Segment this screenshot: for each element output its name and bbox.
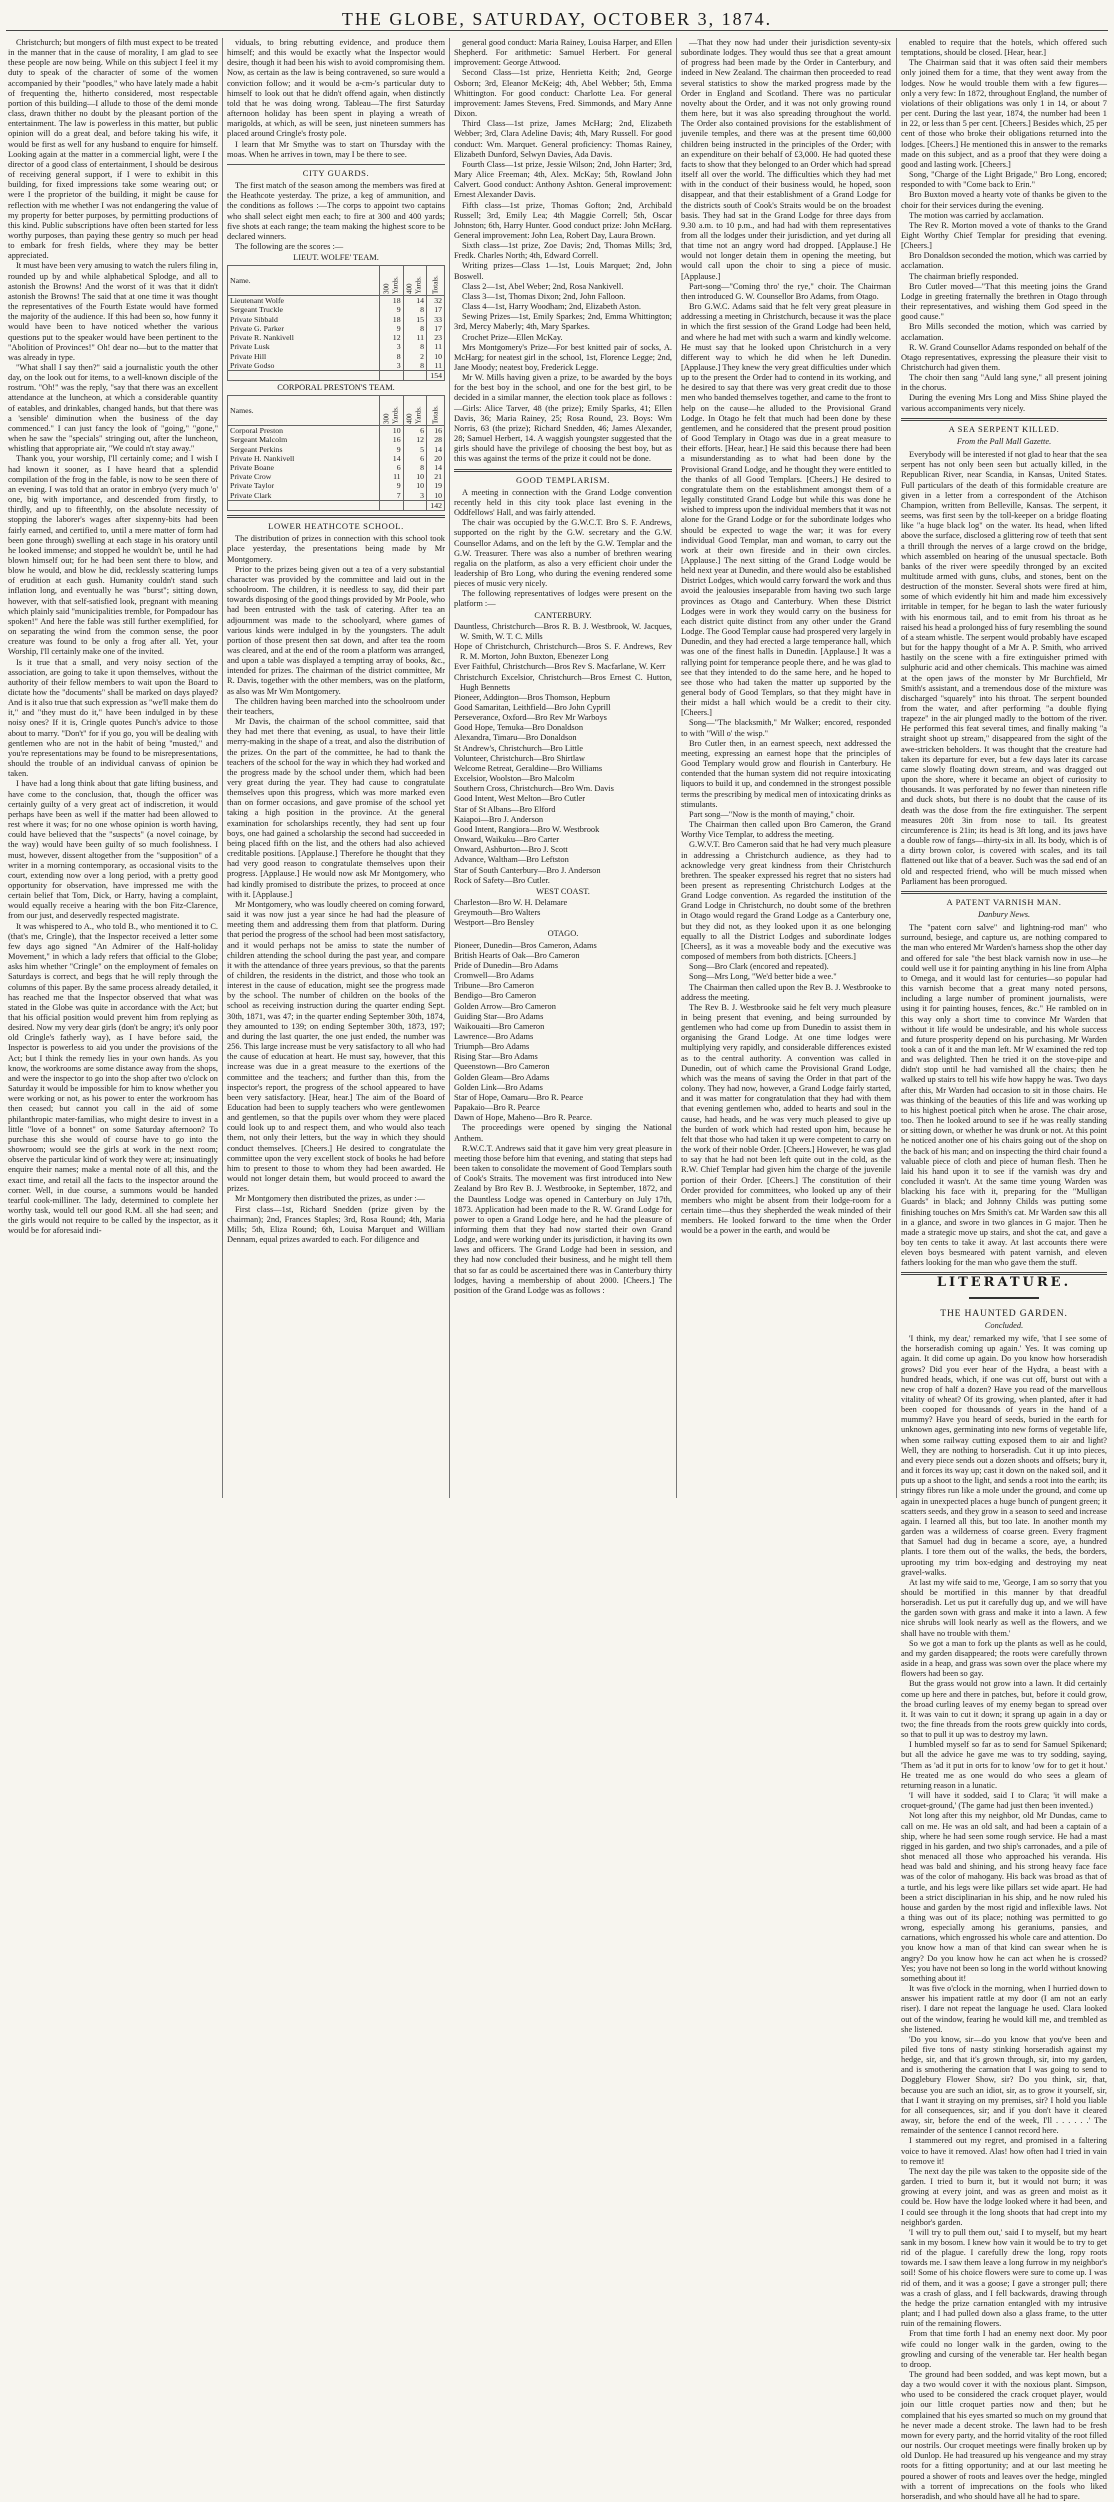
- table-cell: 10: [403, 481, 426, 490]
- prize-paragraph: Crochet Prize—Ellen McKay.: [462, 332, 563, 342]
- table-cell: 32: [427, 296, 445, 306]
- table-cell: 10: [427, 491, 445, 501]
- article-paragraph: First class—1st, Richard Snedden (prize given by the chairman); 2nd, Frances Staples; 3rd, Rosa Round; 4th, Maria Mills; 5th, Eliza Round; 6th, Louisa Marquet and William Dennam, equal prizes awarded to each. For diligence and: [227, 1204, 445, 1245]
- table-cell: 10: [403, 472, 426, 481]
- table-cell: Sergeant Perkins: [228, 445, 380, 454]
- section-heading-school: LOWER HEATHCOTE SCHOOL.: [268, 521, 404, 532]
- lodge-entry: Good Intent, Rangiora—Bro W. Westbrook: [454, 824, 600, 834]
- table-cell: 18: [380, 296, 403, 306]
- table-row: [228, 472, 445, 481]
- article-paragraph: Song—Mrs Long, "We'd better bide a wee.": [689, 972, 837, 982]
- team-title: LIEUT. WOLFE' TEAM.: [293, 253, 379, 263]
- table-cell: 17: [427, 324, 445, 333]
- table-cell: 6: [403, 426, 426, 436]
- article-paragraph: The motion was carried by acclamation.: [909, 210, 1044, 220]
- lodge-entry: Golden Gleam—Bro Adams: [454, 1072, 550, 1082]
- article-paragraph: Bro Donaldson seconded the motion, which was carried by acclamation.: [901, 251, 1107, 271]
- table-cell: 11: [427, 342, 445, 351]
- table-cell: 7: [380, 491, 403, 501]
- table-cell: 9: [380, 324, 403, 333]
- article-source: Danbury News.: [977, 909, 1031, 919]
- column-3: [454, 38, 672, 1498]
- table-header: 400 Yards.: [403, 396, 426, 426]
- team-title: CORPORAL PRESTON'S TEAM.: [277, 383, 395, 393]
- article-source: From the Pall Mall Gazette.: [956, 436, 1052, 446]
- lodge-entry: Hope of Christchurch, Christchurch—Bros S. F. Andrews, Rev R. M. Morton, John Buxton, Ebenezer Long: [454, 642, 672, 662]
- table-cell: Private G. Parker: [228, 324, 380, 333]
- prize-paragraph: Second Class—1st prize, Henrietta Keith; 2nd, George Osborn; 3rd, Eleanor McKeig; 4th, Abel Webber; 5th, Emma Whittington. For good conduct: Charlotte Lea. For general improvement: James Stevens, Fred. Simmonds, and Mary Anne Dixon.: [454, 68, 672, 119]
- table-cell: 9: [380, 305, 403, 314]
- lodge-entry: Cromwell—Bro Adams: [454, 971, 534, 981]
- table-cell: 3: [380, 342, 403, 351]
- templary-intro: [454, 488, 672, 610]
- article-paragraph: "What shall I say then?" said a journalistic youth the other day, on the look out for items, to a well-known disciple of the rostrum. "Oh!" was the reply, "say that there was an excellent attendance at the luncheon, at which a considerable quantity of eatables, and drinkables, changed hands, but that there was a 'sensible' diminution when the business of the day commenced." I can just fancy the look of "going," "gone," when he saw the "specials" stringing out, after the luncheon, whistling that appropriate air, "We could n't stay away.": [8, 363, 218, 454]
- table-header: Names.: [228, 396, 380, 426]
- table-cell: 8: [380, 352, 403, 361]
- table-row: [228, 361, 445, 371]
- prize-paragraph: Writing prizes—Class 1—1st, Louis Marquet; 2nd, John Boswell.: [454, 261, 672, 281]
- lodge-entry: Bendigo—Bro Cameron: [454, 991, 537, 1001]
- column-divider: [449, 38, 450, 1498]
- section-heading-sea-serpent: A SEA SERPENT KILLED.: [948, 423, 1060, 434]
- lodge-entry: Westport—Bro Bensley: [454, 918, 535, 928]
- table-cell: 10: [380, 426, 403, 436]
- lodge-entry: Golden Arrow—Bro Cameron: [454, 1001, 556, 1011]
- prize-paragraph: Fifth class—1st prize, Thomas Gofton; 2nd, Archibald Russell; 3rd, Emily Lea; 4th Maggie Correll; 5th, Oscar Johnston; 6th, Harry Hunter. Good conduct prize: John McHarg. General improvement: John Lea, Robert Day, Laura Brown.: [454, 200, 672, 240]
- table-cell: Lieutenant Wolfe: [228, 296, 380, 306]
- table-header: 300 Yards.: [380, 396, 403, 426]
- table-cell: Private H. Nankivell: [228, 454, 380, 463]
- table-total-row: [228, 500, 445, 510]
- article-paragraph: It must have been very amusing to watch the rulers filing in, rounded up by and while alphabetical Splodge, and all to astonish the Browns! And the worst of it was that it didn't astonish the Browns! The said that at one time it was thought the representatives of the Fourth Estate would have formed the majority of the audience. If this had been so, how funny it would have been to have noticed whether the various questions put to the speaker would have been pertinent to the "Abolition of Provinces!" Oh! dear no—but to the matter that was already in type.: [8, 261, 218, 362]
- table-cell: Corporal Preston: [228, 426, 380, 436]
- table-cell: [228, 370, 380, 380]
- lodge-list: [454, 622, 672, 886]
- table-row: [228, 435, 445, 444]
- table-row: [228, 324, 445, 333]
- prize-paragraph: Sewing Prizes—1st, Emily Sparkes; 2nd, Emma Whittington; 3rd, Mercy Maberly; 4th, Mary Sparkes.: [454, 312, 672, 332]
- table-row: [228, 445, 445, 454]
- article-paragraph: The Rev R. Morton moved a vote of thanks to the Grand Eight Worthy Chief Templar for presiding that evening. [Cheers.]: [901, 220, 1107, 251]
- table-cell: Private Taylor: [228, 481, 380, 490]
- article-paragraph: 'I will have it sodded, said I to Clara; 'it will make a croquet-ground,' (The game had just then been invented.): [901, 1791, 1107, 1811]
- article-paragraph: I humbled myself so far as to send for Samuel Spikenard; but all the advice he gave me was to try sodding, saying, 'Them as 'ad it put in orts for to know 'ow for to get it hout.' He treated me as one would do who sees a gleam of returning reason in a lunatic.: [901, 1740, 1107, 1790]
- table-cell: 2: [403, 352, 426, 361]
- table-cell: 17: [427, 305, 445, 314]
- article-paragraph: Bro Buxton moved a hearty vote of thanks be given to the choir for their services during the evening.: [901, 190, 1107, 210]
- article-paragraph: A meeting in connection with the Grand Lodge convention recently held in this city took place last evening in the Oddfellows' Hall, and was fairly attended.: [454, 487, 672, 518]
- section-heading-varnish: A PATENT VARNISH MAN.: [946, 896, 1062, 907]
- column-divider: [222, 38, 223, 1498]
- table-cell: 9: [380, 481, 403, 490]
- table-cell: 6: [380, 463, 403, 472]
- section-rule: [227, 515, 445, 518]
- prize-paragraph: Third Class—1st prize, James McHarg; 2nd, Elizabeth Webber; 3rd, Clara Adeline Davis; 4th, Mary Russell. For good conduct: Wm. Marquet. General proficiency: Thomas Rainey, Elizabeth Dunford, Selwyn Davies, Ada Davis.: [454, 119, 672, 159]
- lodge-entry: Star of St Albans—Bro Elford: [454, 804, 556, 814]
- table-cell: 14: [427, 463, 445, 472]
- table-row: [228, 315, 445, 324]
- table-row: [228, 426, 445, 436]
- lodge-entry: Good Intent, West Melton—Bro Cutler: [454, 794, 586, 804]
- article-paragraph: The proceedings were opened by singing the National Anthem.: [454, 1123, 672, 1143]
- table-cell: 10: [427, 352, 445, 361]
- article-paragraph: From that time forth I had an enemy next door. My poor wife could no longer walk in the garden, owing to the growling and cursing of the venerable tar. Her health began to droop.: [901, 2329, 1107, 2369]
- lodge-entry: Greymouth—Bro Walters: [454, 908, 541, 918]
- lodge-entry: St Andrew's, Christchurch—Bro Little: [454, 743, 583, 753]
- article-paragraph: Song—"The blacksmith," Mr Walker; encored, responded to with "Will o' the wisp.": [681, 718, 891, 738]
- article-paragraph: Mr Davis, the chairman of the school committee, said that they had met there that evening, as usual, to have their little merry-making in the shape of a treat, and also the distribution of the prizes. On the part of the committee, he had to thank the teachers of the school for the way in which they had worked and the progress made by the school under them, which had been very great during the year. They had cause to congratulate themselves upon this progress, which was more marked even than on former occasions, and gave promise of the school yet taking a high position in the province. At the general examination for scholarships recently, they had sent up four boys, one had gained a scholarship the second had succeeded in being placed fifth on the list, and the others had also achieved creditable positions. [Applause.] Therefore he thought that they had very good reason to congratulate themselves upon their progress. [Applause.] He would now ask Mr Montgomery, who had kindly promised to distribute the prizes, to proceed at once with it. [Applause.]: [227, 717, 445, 899]
- article-paragraph: Prior to the prizes being given out a tea of a very substantial character was provided by the committee and laid out in the schoolroom. The children, it is needless to say, did their part towards disposing of the good things provided by Mr Poole, who had been entrusted with the task of catering. After tea an adjournment was made to the schoolyard, where games of various kinds were indulged in by the youngsters. The adult portion of those present then sat down, and after tea the room was cleared, and at the end of the room a platform was arranged, and upon a table was displayed a tempting array of books, &c., intended for prizes. The chairman of the district committee, Mr R. Davis, together with the other members, was on the platform, as also was Mr Wm Montgomery.: [227, 564, 445, 696]
- article-paragraph: —That they now had under their jurisdiction seventy-six subordinate lodges. They would thus see that a great amount of progress had been made by the Order in Canterbury, and indeed in New Zealand. The chairman then proceeded to read several statistics to show the marked progress made by the Order in England and Scotland. There was no particular novelty about the Order, and it was not only growing round them here, but it was also spreading throughout the world. The Order also contained provisions for the establishment of juvenile temples, and there was at the present time 60,000 children being instructed in the principles of the Order; with an expenditure on their behalf of £3,000. He had quoted these facts to show that they belonged to an Order which had spread itself all over the world. The difficulties which they had met with in the conduct of their business would, he hoped, soon disappear, and that their establishment of a Grand Lodge for the districts south of Cook's Straits would be on the broadest basis. They had sat in the Grand Lodge for three days from 9.30 a.m. to 10 p.m., and had had with them representatives from all the lodges under their jurisdiction, and yet during all that time not an angry word had dropped. [Applause.] He would not longer detain them in opening the meeting, but would call upon the choir to sing a piece of music. [Applause.]: [681, 38, 891, 281]
- table-cell: 14: [427, 445, 445, 454]
- table-header: Totals.: [427, 266, 445, 296]
- table-cell: 8: [403, 305, 426, 314]
- lodge-entry: Dauntless, Christchurch—Bros R. B. J. Westbrook, W. Jacques, W. Smith, W. T. C. Mills: [454, 621, 672, 641]
- lodge-entry: Alexandra, Timaru—Bro Donaldson: [454, 733, 577, 743]
- table-cell: Private Sibbald: [228, 315, 380, 324]
- section-rule: [454, 469, 672, 472]
- school-article: [227, 534, 445, 1245]
- region-label: OTAGO.: [547, 929, 579, 939]
- article-paragraph: Bro Mills seconded the motion, which was carried by acclamation.: [901, 322, 1107, 342]
- article-paragraph: Not long after this my neighbor, old Mr Dundas, came to call on me. He was an old salt, and had been a captain of a ship, where he had seen some rough service. He had a mast rigged in his garden, and two ship's carronades, and a pile of shot menaced all those who approached his veranda. His head was bald and shining, and his strong heavy face face was of the color of mahogany. His back was broad as that of a turtle, and his legs were like pillars set wide apart. He had been a strict disciplinarian in his ship, and he now ruled his house and garden by the most rigid and inflexible laws. Not a thing was out of its place; nothing was permitted to go wrong, especially among his geraniums, pansies, and carnations, which engrossed his whole care and attention. Do you know how a man of that kind can swear when he is angry? Do you know how he can act when he is crossed? Yes; you have not been so long in the world without knowing something about it!: [901, 1811, 1107, 1983]
- templary-conclusion: [901, 38, 1107, 414]
- table-cell: [380, 500, 403, 510]
- lodge-entry: Tribune—Bro Cameron: [454, 981, 534, 991]
- lodge-entry: Southern Cross, Christchurch—Bro Wm. Davis: [454, 784, 614, 794]
- masthead-rule: [6, 30, 1108, 31]
- article-paragraph: The choir then sang "Auld lang syne," all present joining in the chorus.: [901, 373, 1107, 393]
- table-cell: 8: [403, 324, 426, 333]
- lodge-entry: Dawn of Hope, Maheno—Bro R. Pearce.: [454, 1113, 593, 1123]
- article-paragraph: I stammered out my regret, and promised in a faltering voice to have it removed. Alas! how often had I tried in vain to remove it!: [901, 2136, 1107, 2166]
- table-cell: Private Lusk: [228, 342, 380, 351]
- article-paragraph: The "patent corn salve" and lightning-rod man" who surround, besiege, and capture us, are nothing compared to the man who entered Mr Warden's harness shop the other day and offered for sale "the best black varnish now in use—he could well use it for painting anything in his line from Alpha to Omega, and it would last for centuries—so popular had this varnish become that a great many noted persons, including a large number of prominent journalists, were using it for painting houses, fences, &c." He rambled on in this way only a short time to convince Mr Warden that without it life would be undesirable, and his whole success and future prosperity depend on his purchasing. Mr Warden took a can of it and the man left. Mr W examined the red top and was delighted. Then he tried it on the stove-pipe and didn't stop until he had varnished all the chairs; then he walked up stairs to tell his wife how happy he was. Two days after this, Mr Warden had occasion to sit in those chairs. He was thinking of the beauties of this life and was working up to his highest poetical pitch when he arose. The chair arose, too. Then he looked around to see if he was really standing or sitting down, or whether he was drunk or not. At this point he noticed another one of his chairs going out of the shop on the back of his man; and on inspecting the third chair found a valuable piece of cloth and piece of human flesh. Then he laid his hand upon it to see if the varnish was dry and concluded it wasn't. At the same time young Warden was blacking his face with it, preparing for the "Mulligan Guards" in black; and Johnny Childs was putting some finishing touches on Mrs Smith's cat. Mr Warden saw this all in a glance, and swore in two glances in G major. Then he made a strategic move up stairs, and shot the cat, and gave a boy ten cents to take it away. At last accounts there were eleven boys besmeared with patent varnish, and eleven fathers looking for the man who gave them the stuff.: [901, 923, 1107, 1268]
- table-row: [228, 342, 445, 351]
- masthead: [0, 0, 1114, 34]
- table-cell: Private Hill: [228, 352, 380, 361]
- article-paragraph: R.W.C.T. Andrews said that it gave him very great pleasure in meeting those before him that evening, and stating that steps had been taken to consolidate the movement of Good Templars south of Cook's Straits. The movement was first introduced into New Zealand by Bro Rev B. J. Westbrooke, in September, 1872, and the Dauntless Lodge was opened in Canterbury on July 17th, 1873. Application had been made to the R. W. Grand Lodge for power to open a Grand Lodge here, and he had the pleasure of informing them that they had now started their own Grand Lodge, and were working under its jurisdiction, it having its own laws and officers. The Grand Lodge had been in session, and they had now concluded their business, and he might tell them that so far as could be ascertained there was in Canterbury thirty lodges, having a membership of about 2000. [Cheers.] The position of the Grand Lodge was as follows :: [454, 1143, 672, 1295]
- article-paragraph: 'I will try to pull them out,' said I to myself, but my heart sank in my bosom. I knew how vain it would be to try to get rid of the plague. I carefully drew the long, ropy roots towards me. I saw them leave a long furrow in my neighbor's soil! Some of his choice flowers were sure to come up. I was rid of them, and it was a goose; I gave a stronger pull; there was a crash of glass, and I fell backwards, drawing through the hedge the prize carnation entangled with my intrusive plant; and I had pulled down also a glass frame, to the utter ruin of the remaining flowers.: [901, 2227, 1107, 2329]
- table-cell: [403, 370, 426, 380]
- lodge-entry: Charleston—Bro W. H. Delamare: [454, 897, 568, 907]
- lodge-list: [454, 941, 672, 1124]
- column-2: [227, 38, 445, 1498]
- table-cell: 8: [403, 463, 426, 472]
- lodge-entry: Golden Link—Bro Adams: [454, 1082, 543, 1092]
- article-paragraph: The chairman briefly responded.: [909, 271, 1019, 281]
- prize-paragraph: Class 2—1st, Abel Weber; 2nd, Rosa Nankivell.: [462, 281, 624, 291]
- lodge-entry: Good Hope, Temuka—Bro Donaldson: [454, 723, 584, 733]
- table-row: [228, 333, 445, 342]
- table-cell: 11: [427, 361, 445, 371]
- region-label: WEST COAST.: [536, 886, 590, 896]
- lodge-entry: Welcome Retreat, Geraldine—Bro Williams: [454, 763, 603, 773]
- literature-heading: LITERATURE.: [936, 1275, 1072, 1291]
- lodge-entry: Waikouaiti—Bro Cameron: [454, 1021, 545, 1031]
- prize-paragraph: Fourth Class—1st prize, Jessie Wilson; 2nd, John Harter; 3rd, Mary Alice Freeman; 4th, Alex. McKay; 5th, Rowland John Calvert. Good conduct: Anthony Ashton. General improvement: Ernest Alexander Davis.: [454, 159, 672, 200]
- prize-paragraph: Mr W. Mills having given a prize, to be awarded by the boys for the best boy in the school, and one for the best girl, to be decided in a similar manner, the election took place as follows :—Girls: Alice Tarver, 48 (the prize); Emily Sparks, 41; Ellen Davis, 36; Maria Rainey, 25; Rosa Round, 23. Boys: Wm Norris, 63 (the prize); Richard Snedden, 46; James Alexander, 28; Samuel Herbert, 14. A waggish youngster suggested that the girls should have the privilege of choosing the best boy, but as this was against the terms of the prize it could not be done.: [454, 373, 672, 464]
- prize-paragraph: Sixth class—1st prize, Zoe Davis; 2nd, Thomas Mills; 3rd, Fredk. Charles North; 4th, Edward Correll.: [454, 241, 672, 261]
- prize-paragraph: general good conduct: Maria Rainey, Louisa Harper, and Ellen Shepherd. For arithmetic: Samuel Herbert. For general improvement: George Attwood.: [454, 38, 672, 68]
- table-header: 400 Yards.: [403, 266, 426, 296]
- lodge-entry: Christchurch Excelsior, Christchurch—Bros Ernest C. Hutton, Hugh Bennetts: [454, 672, 672, 692]
- section-rule: [227, 164, 445, 165]
- table-cell: 16: [427, 426, 445, 436]
- ornament-rule: [901, 1293, 1107, 1303]
- article-paragraph: I learn that Mr Smythe was to start on Thursday with the moas. When he arrives in town, may I be there to see.: [227, 139, 445, 159]
- article-paragraph: During the evening Mrs Long and Miss Shine played the various accompaniments very nicely.: [901, 393, 1107, 413]
- article-paragraph: R. W. Grand Counsellor Adams responded on behalf of the Otago representatives, expressing the pleasure their visit to Christchurch had given them.: [901, 342, 1107, 372]
- table-cell: 12: [380, 333, 403, 342]
- table-row: [228, 481, 445, 490]
- article-paragraph: enabled to require that the hotels, which offered such temptations, should be closed. [Hear, hear.]: [901, 38, 1107, 58]
- section-heading-templarism: GOOD TEMPLARISM.: [516, 474, 610, 485]
- lodge-entry: Lawrence—Bro Adams: [454, 1032, 534, 1041]
- story-status: Concluded.: [984, 1320, 1024, 1330]
- lodge-entry: Star of Hope, Oamaru—Bro R. Pearce: [454, 1092, 584, 1102]
- lodge-entry: Queenstown—Bro Cameron: [454, 1062, 550, 1072]
- column-divider: [896, 38, 897, 1498]
- table-cell: [380, 370, 403, 380]
- lodge-entry: Papakaio—Bro R. Pearce: [454, 1103, 540, 1113]
- table-cell: 3: [403, 491, 426, 501]
- table-cell: Private Clark: [228, 491, 380, 501]
- table-row: [228, 296, 445, 306]
- article-paragraph: Thank you, your worship, I'll certainly come; and I wish I had known it sooner, as I have heard that a splendid compilation of the frog in the fable, is now to be seen there of an evening. I was told that an orator in embryo (very much 'o' one, big with importance, and descended from firstly, to thirdly, and up to fifteenthly, on the absolute necessity of stopping the laborer's wages after sixpenny-bits had been fairly earned, and certified to, until a mere matter of form had been gone through) swelling at each stage in his oratory until he looked immense; and stopped he wouldn't be, until he had blown himself out; for he had been sent there to blow, and blow he would, and blow he did, recklessly scattering lumps of erudition at each gush. Humanity couldn't stand such inflation long, and eventually he was "burst"; sitting down, however, with that self-satisfied look, pregnant with meaning which plainly said "municipalities tremble, for Pompadour has spoken!" And here the fable was still further exemplified, for on separating the wind from the common sense, the poor creature was found to be only a frog after all. Yet, your Worship, I'll certainly make one of the invited.: [8, 454, 218, 657]
- article-paragraph: G.W.V.T. Bro Cameron said that he had very much pleasure in addressing a Christchurch audience, as they had to acknowledge very great kindness from their Christchurch brethren. The speaker expressed his regret that no sisters had been present as representing Christchurch Lodges at the Grand Lodge convention. As regarded the institution of the Grand Lodge in Christchurch, no doubt some of the brethren in Otago would regard the Grand Lodge as a Canterbury one, but they did not, as they looked upon it as one belonging equally to all the District Lodges and subordinate lodges [Cheers], as it was a moveable body and the executive was composed of members from both districts. [Cheers.]: [681, 840, 891, 962]
- table-header: Name.: [228, 266, 380, 296]
- lodge-entry: Perseverance, Oxford—Bro Rev Mr Warboys: [454, 713, 607, 723]
- column-divider: [676, 38, 677, 1498]
- section-rule: [901, 891, 1107, 894]
- lodge-entry: Good Samaritan, Leithfield—Bro John Cyprill: [454, 703, 611, 712]
- lodge-entry: Excelsior, Woolston—Bro Malcolm: [454, 774, 575, 784]
- section-rule: [901, 418, 1107, 421]
- table-cell: [228, 500, 380, 510]
- article-paragraph: Part song—"Now is the month of maying," choir.: [689, 809, 855, 819]
- lodge-entry: Onward, Waikuku—Bro Carter: [454, 835, 559, 845]
- article-paragraph: Christchurch; but mongers of filth must expect to be treated in the manner that in the cause of morality, I am glad to see these people are now being. While on this subject I feel it my duty to speak of the character of some of the women accompanied by their "poodles," who have lately made a habit of frequenting the, hitherto considered, most respectable portion of this building—I allude to those of the demi monde class, drawn thither no doubt by the pleasant portion of the entertainment. The law is powerless in this matter, but public opinion will do a great deal, and before taking his wife, it would be first as well for any husband to enquire for himself. Looking again at the matter in a commercial light, were I the director of a good class of entertainment, I should be desirous of receiving general support, if I were to exhibit in this building, for fixed impressions take some wearing out; or were I the proprietor of the building, it might be cause for reflection with me whether I was not endangering the value of my property for better purposes, by permitting productions of this kind. Public subscriptions have often been started for less worthy purposes, than paying these gentry so much per head to embark for fresh fields, where they may be better appreciated.: [8, 38, 218, 261]
- table-cell: Sergeant Truckle: [228, 305, 380, 314]
- article-paragraph: The next day the pile was taken to the opposite side of the garden. I tried to burn it, but it would not burn; it was growing at every joint, and was as green and moist as it could be. How have the lodge looked where it had been, and I could see through it the long shoots that had crept into my neighbor's garden.: [901, 2166, 1107, 2227]
- varnish-article: [901, 923, 1107, 1268]
- table-cell: 15: [403, 315, 426, 324]
- article-paragraph: 'I think, my dear,' remarked my wife, 'that I see some of the horseradish coming up again.' Yes. It was coming up again. It did come up again. Do you know how horseradish grows? Did you ever hear of the Hydra, a beast with a hundred heads, which, if one was cut off, burst out with a new crop of half a dozen? Have you read of the marvellous vitality of wheat? Of its growing, when planted, after it had been cooped for thousands of years in the hand of a mummy? Have you heard of seeds, buried in the earth for unknown ages, germinating into new forms of vegetable life, when some railway cutting exposed them to air and light? Well, they are nothing to horseradish. Cut it up into pieces, and every piece sends out a dozen shoots and offsets; bury it, and it forces its way up; cast it down on the naked soil, and it puts up a shoot to the light, and sends a root into the earth; its stringy fibres run like a mole under the ground, and come up again in unexpected places a huge bunch of pungent green; it scatters seeds, and they grow in a season to seed and increase again. I learned all this, but too late. In another month my garden was a wilderness of coarse green. Every fragment that Samuel had dug in became a score, aye, a hundred plants. I tore them out of the walks, the beds, the borders, uprooting my trim box-edging and destroying my neat gravel-walks.: [901, 1334, 1107, 1577]
- column-4: [681, 38, 891, 1498]
- table-cell: 6: [403, 454, 426, 463]
- lodge-entry: Volunteer, Christchurch—Bro Shirtlaw: [454, 753, 585, 763]
- lodge-entry: Guiding Star—Bro Adams: [454, 1011, 544, 1021]
- article-paragraph: The Rev B. J. Westbrooke said he felt very much pleasure in being present that evening, and being surrounded by gentlemen who had come up from Dunedin to assist them in organising the Grand Lodge. At one time lodges were multiplying very rapidly, and considerable differences existed as to the central authority. A convention was called in Dunedin, out of which came the Provisional Grand Lodge, which was the means of saving the Order in that part of the colony. They had now, however, a Grand Lodge fairly started, and it was matter for congratulation that they had with them that evening gentlemen who, added to hearts and soul in the cause, had heads, and he was very much pleased to give up the burden of work which had rested upon him, because he felt that those who had taken it up were competent to carry on the work of their noble Order. [Cheers.] However, he was glad to say that he had not been left quite out in the cold, as the R.W. Chief Templar had given him the charge of the juvenile portion of their Order. [Cheers.] The constitution of their Order provided for committees, who looked up any of their members who might be absent from their lodge-room for a certain time—thus they shepherded the weak minded of their members. He looked forward to the time when the Order would be a power in the earth, and would be: [681, 1002, 891, 1236]
- article-paragraph: The distribution of prizes in connection with this school took place yesterday, the presentations being made by Mr Montgomery.: [227, 534, 445, 564]
- table-cell: 18: [380, 315, 403, 324]
- article-paragraph: The first match of the season among the members was fired at the Heathcote yesterday. The prize, a keg of ammunition, and the conditions as follows :—The corps to appoint two captains who shall select eight men each; to fire at 300 and 400 yards; five shots at each range; the team making the highest score to be declared winners.: [227, 181, 445, 241]
- article-paragraph: viduals, to bring rebutting evidence, and produce them himself; and this would be exactly what the Inspector would desire, though it had been his wish to avoid compromising them. Now, as certain as the law is being contravened, so sure would a conviction follow; and it would be a-cm-'s particular duty to himself to look out that he didn't offend again, when distinctly told that he was doing wrong. Tableau—The first Saturday afternoon holiday has been spent in playing a wreath of marigolds, at which, as will be seen, just nineteen summers has placed around Cringle's frosty pole.: [227, 38, 445, 139]
- prize-paragraph: Mrs Montgomery's Prize—For best knitted pair of socks, A. McHarg; for neatest girl in the school, 1st, Florence Legge; 2nd, Jane Moody; neatest boy, Frederick Legge.: [454, 342, 672, 372]
- table-cell: 11: [403, 333, 426, 342]
- table-cell: 3: [380, 361, 403, 371]
- table-cell: 8: [403, 361, 426, 371]
- table-header: Totals.: [427, 396, 445, 426]
- article-paragraph: The following representatives of lodges were present on the platform :—: [454, 589, 672, 609]
- article-paragraph: So we got a man to fork up the plants as well as he could, and my garden disappeared; the roots were carefully thrown aside in a heap, and grass was sown over the place where my flowers had been so gay.: [901, 1638, 1107, 1679]
- table-cell: 12: [403, 435, 426, 444]
- score-table: [227, 395, 445, 511]
- table-cell: 21: [427, 472, 445, 481]
- article-paragraph: Bro G.W.C. Adams said that he felt very great pleasure in addressing a meeting in Christchurch, because it was the place in which the first session of the Grand Lodge had been held, and where he had met with such a warm and kindly welcome. He must say that he looked upon Christchurch in a very different way to which he did when he left Dunedin. [Applause.] They knew the very great difficulties under which up to the present the Order had to contend in its working, and he desired to say that there was very great credit due to those men who banded themselves together, and came to the front to help on the cause—he alluded to the Provisional Grand Lodge. In Otago he felt that much had been done by these gentlemen, and he considered that the present proud position of Good Templary in Otago was due in a great measure to their efforts. [Hear, hear.] He said this because there had been a misunderstanding as to what had been done by the Provisional Grand Lodge, and he thought they were entitled to the thanks of all Good Templars. [Cheers.] He desired to congratulate them on the establishment amongst them of a legally constituted Grand Lodge but while this was done he wished to impress upon the individual members that it was not alone for the Grand Lodge or for the subordinate lodges who should be expected to wage the war; it was for every individual Good Templar, man and woman, to carry out the work at their own fireside and in their own circles. [Applause.] The next sitting of the Grand Lodge would be held next year at Dunedin, and there would also be established District Lodges, which would carry forward the work and thus avoid the jealousies inseparable from having two such large provinces as Otago and Canterbury. When these District Lodges were in work they would carry on the business for each district quite distinct from any other under the Grand Lodge. The Good Templar cause had prospered very largely in Dunedin, and they had erected a large temperance hall, which was one of the finest halls in Dunedin. [Applause.] It was a rallying point for temperance people there, and he was glad to see that they intended to do the same here, and he hoped to see those who had taken the matter up supported by the general body of Good Templars, so that they might have in their midst a hall which would be a credit to their city. [Cheers.]: [681, 302, 891, 718]
- table-cell: 14: [403, 296, 426, 306]
- lodge-entry: Onward, Ashburton—Bro J. Scott: [454, 845, 568, 855]
- table-cell: 154: [427, 370, 445, 380]
- table-cell: Private Boane: [228, 463, 380, 472]
- table-cell: 28: [427, 435, 445, 444]
- table-cell: Private Godso: [228, 361, 380, 371]
- table-cell: Private R. Nankivell: [228, 333, 380, 342]
- table-row: [228, 454, 445, 463]
- article-paragraph: The Chairman then called upon Bro Cameron, the Grand Worthy Vice Templar, to address the meeting.: [681, 820, 891, 840]
- article-paragraph: Bro Cutler then, in an earnest speech, next addressed the meeting, expressing an earnest hope that the principles of Good Templary would grow and flourish in Canterbury. He contended that the human system did not require intoxicating liquors to build it up, and condemned in the strongest possible terms the prescribing by medical men of intoxicating drinks as stimulants.: [681, 738, 891, 809]
- table-cell: 19: [427, 481, 445, 490]
- newspaper-title: THE GLOBE, SATURDAY, OCTOBER 3, 1874.: [341, 9, 773, 29]
- lodge-entry: Ever Faithful, Christchurch—Bros Rev S. Macfarlane, W. Kerr: [454, 662, 666, 672]
- lodge-list: [454, 898, 672, 928]
- article-paragraph: Mr Montgomery, who was loudly cheered on coming forward, said it was now just a year since he had had the pleasure of meeting them and addressing them from that platform. During that period the progress of the school had been most satisfactory, and it would perhaps not be amiss to state the number of children attending the school during the past year, and compare it with the attendance of three years previous, so that the parents of children, the residents in the district, and those who took an interest in the cause of education, might see the progress made by the school. The number of children on the books of the school as receiving instruction during the quarter ending Sept. 30th, 1871, was 47; in the quarter ending September 30th, 1874, they amounted to 139; on ending September 30th, 1873, 197; and during the last quarter, the one just ended, the number was 256. This large increase must be very satisfactory to all who had the cause of education at heart. He must say, however, that this increase was due in a great measure to the exertions of the committee and the teachers; and further than this, from the inspector's report, the progress of the school appeared to have been very satisfactory. [Hear, hear.] The aim of the Board of Education had been to supply teachers who were gentlewomen and gentlemen, so that the pupils over whom they were placed could look up to and respect them, and who would also teach them, not only their letters, but the way in which they should conduct themselves. [Cheers.] He desired to congratulate the committee upon the very excellent stock of books he had before him to present to those to whom they had been awarded. He would not longer detain them, but would proceed to award the prizes.: [227, 899, 445, 1194]
- table-cell: 20: [427, 454, 445, 463]
- article-paragraph: The following are the scores :—: [235, 241, 344, 251]
- table-header: 300 Yards.: [380, 266, 403, 296]
- table-cell: 14: [380, 454, 403, 463]
- prize-list: [454, 38, 672, 465]
- serpent-article: [901, 450, 1107, 887]
- article-paragraph: I have had a long think about that gate lifting business, and have come to the conclusion, that, though the officer was certainly guilty of a very great act of indiscretion, it would perhaps have been as well if the matter had been allowed to rest where it was; for no one whose opinion is worth having, could have believed that the "suspects" (a novel coinage, by the way) would have been guilty of so much foolishness. I must, however, dissent altogether from the "supposition" of a writer in a morning contemporary, as occasional visits to the court, extending now over a long period, with a pretty good opportunity for observation, have impressed me with the certain belief that Tom, Dick, or Harry, having a complaint, would equally receive a hearing with the bon Fitz-Clarence, from our just, and deservedly respected magistrate.: [8, 779, 218, 921]
- table-cell: [403, 500, 426, 510]
- table-cell: Sergeant Malcolm: [228, 435, 380, 444]
- table-row: [228, 352, 445, 361]
- table-row: [228, 491, 445, 501]
- article-paragraph: Song—Bro Clark (encored and repeated).: [689, 962, 829, 972]
- table-cell: 16: [380, 435, 403, 444]
- lodge-entry: Pioneer, Addington—Bros Thomson, Hepburn: [454, 692, 611, 702]
- article-paragraph: Mr Montgomery then distributed the prizes, as under :—: [235, 1194, 426, 1204]
- lodge-entry: Star of South Canterbury—Bro J. Anderson: [454, 865, 601, 875]
- lodge-entry: Rock of Safety—Bro Cutler.: [454, 875, 550, 885]
- table-cell: 23: [427, 333, 445, 342]
- story-body: [901, 1334, 1107, 2502]
- section-heading-city-guards: CITY GUARDS.: [302, 167, 370, 178]
- table-cell: 8: [403, 342, 426, 351]
- table-cell: 9: [380, 445, 403, 454]
- article-paragraph: Part-song—"Coming thro' the rye," choir. The Chairman then introduced G. W. Counsellor Bro Adams, from Otago.: [681, 281, 891, 301]
- templary-body: [454, 1123, 672, 1296]
- article-paragraph: The children having been marched into the schoolroom under their teachers,: [227, 696, 445, 716]
- column-1: [8, 38, 218, 1498]
- column-5: [901, 38, 1107, 2501]
- article-paragraph: Song, "Charge of the Light Brigade," Bro Long, encored; responded to with "Come back to Erin.": [901, 170, 1107, 190]
- lodge-entry: Rising Star—Bro Adams: [454, 1052, 538, 1062]
- article-paragraph: At last my wife said to me, 'George, I am so sorry that you should be mortified in this manner by that dreadful horseradish. Let us put it carefully dug up, and we will have the garden sown with grass and make it into a lawn. A few nice shrubs will look nearly as well as the flowers, and we shall have no trouble with them.': [901, 1577, 1107, 1638]
- article-paragraph: 'Do you know, sir—do you know that you've been and piled five tons of nasty stinking horseradish against my hedge, sir, and that it's grown through, sir, into my garden, and is smothering the carnation that I was going to send to Dogglebury Flower Show, sir? Do you think, sir, that, because you are such an idiot, sir, as to grow it yourself, sir, that I want it straying on my premises, sir? I hold you liable for all consequences, sir; and if you don't have it cleared away, sir, before the end of the week, I'll . . . . . .' The remainder of the sentence I cannot record here.: [901, 2034, 1107, 2136]
- lodge-entry: Advance, Waltham—Bro Leftston: [454, 855, 569, 865]
- table-total-row: [228, 370, 445, 380]
- lodge-entry: Pioneer, Dunedin—Bros Cameron, Adams: [454, 940, 597, 950]
- article-paragraph: Bro Cutler moved—"That this meeting joins the Grand Lodge in greeting fraternally the brethren in Otago through their representatives, and wishing them God speed in the good cause.": [901, 281, 1107, 322]
- article-paragraph: The Chairman then called upon the Rev B. J. Westbrooke to address the meeting.: [681, 982, 891, 1002]
- article-paragraph: The ground had been sodded, and was kept mown, but a day a two would cover it with the noxious plant. Simpson, who used to be considered the crack croquet player, would join our little croquet parties now and then; but he complained that his eyes smarted so much on my ground that he never made a decent stroke. The lawn had to be fresh mown for every party, and the horrid vitality of the root filled our nostrils. Our croquet meetings were finally broken up by old Dunlop. He had treasured up his vengeance and my stray roots for a fitting opportunity; and at our last meeting he poured a shower of roots and leaves over the hedge, mingled with a torrent of imprecations on the fools who liked horseradish, and who should have all he had to spare.: [901, 2370, 1107, 2501]
- lodge-entry: British Hearts of Oak—Bro Cameron: [454, 950, 580, 960]
- table-row: [228, 305, 445, 314]
- lodge-entry: Triumph—Bro Adams: [454, 1042, 530, 1052]
- score-table: [227, 265, 445, 381]
- prize-paragraph: Class 3—1st, Thomas Dixon; 2nd, John Falloon.: [462, 291, 626, 301]
- article-paragraph: It was five o'clock in the morning, when I hurried down to answer his impatient rattle at my door (I am not an early riser). I dare not repeat the language he used. Clara looked out of the window, fearing he would kill me, and trembled as she listened.: [901, 1984, 1107, 2034]
- table-cell: Private Crow: [228, 472, 380, 481]
- article-paragraph: But the grass would not grow into a lawn. It did certainly come up here and there in patches, but, before it could grow, the broad curling leaves of my enemy began to spread over it. It was vain to cut it down; it sprang up again in a day or two; the fine threads from the roots grew quickly into cords, so that to pull it up was to destroy my lawn.: [901, 1679, 1107, 1740]
- lodge-entry: Kaiapoi—Bro J. Anderson: [454, 814, 544, 824]
- region-label: CANTERBURY.: [534, 610, 592, 620]
- table-cell: 142: [427, 500, 445, 510]
- table-cell: 5: [403, 445, 426, 454]
- article-paragraph: Is it true that a small, and very noisy section of the association, are going to take it upon themselves, without the authority of their fellow members to wait upon the Board to dictate how the "documents" shall be marked on days played? And is it also true that such expression as "we'll make them do it," and "they must do it," have been indulged in by these noisy ones? If it is, Cringle quotes Punch's advice to those about to marry. "Don't" for if you go, you will be dealing with gentlemen who are not in the habit of being "musted," and you're representations may be found to be misrepresentations, should the trouble of an individual canvass of opinion be taken.: [8, 657, 218, 779]
- lodge-entry: Pride of Dunedin—Bro Adams: [454, 960, 558, 970]
- article-paragraph: It was whispered to A., who told B., who mentioned it to C. (that's me, Cringle), that the Inspector received a letter some few days ago signed "An Admirer of the Half-holiday Movement," in which a lady refers that official to the Globe; asks him whether "Cringle" on the employment of females on Saturdays is correct, and begs that he will reply through the columns of this paper. By the same process already detailed, it has reached me that the Inspector observed that what was stated in the Globe was quite in accordance with the Act; but that his official position would prevent him from replying as desired. Now my very dear girls (don't be angry; it's only poor old Cringle's fatherly way), as I have before said, the Inspector is powerless to aid you under the provisions of the Act; but I think the remedy lies in your own hands. As you know, the workrooms are some distance away from the shops, and were the inspector to go into the shop after two o'clock on Saturday it would be impossible for him to know whether you were working or not, as his power to enter the workroom has then ceased; but cannot you call in the aid of some philanthropic mater-familias, who might desire to invest in a little "love of a bonnet" on some Saturday afternoon? To purchase this she would of course have to go into the showroom; would see the girls at work in the next room; observe the particular kind of work they were at; insinuatingly enquire their names; make a mental note of all this, and the exact time, and retail all the facts to the inspector around the corner. Well, in due course, a summons would be handed tearful cook-milliner. The lady, determined to complete her worthy task, would tell our good R.M. all she had seen; and the girls would not require to be called by the inspector, as it would be for aforesaid indi-: [8, 921, 218, 1236]
- table-cell: 33: [427, 315, 445, 324]
- table-cell: 11: [380, 472, 403, 481]
- story-title: THE HAUNTED GARDEN.: [940, 1307, 1068, 1319]
- templary-continued: [681, 38, 891, 1236]
- article-paragraph: The Chairman said that it was often said their members only joined them for a time, that they went away from the lodges. Now he would trouble them with a few figures—only a very few: In 1872, throughout England, the number of violations of their obligations was only 1 in 14, or about 7 per cent. During the last year, 1874, the number had been 1 in 22, or less than 5 per cent. [Cheers.] Besides which, 25 per cent of those who broke their obligations returned into the lodges. [Cheers.] He mentioned this in answer to the remarks made on this subject, and as a proof that they were doing a good and lasting work. [Cheers.]: [901, 58, 1107, 169]
- article-paragraph: The chair was occupied by the G.W.C.T. Bro S. F. Andrews, supported on the right by the G.W. secretary and the G.W. Counsellor Adams, and on the left by the G.W. Templar and the G.W. Treasurer. There was also a number of brethren wearing regalia on the platform, as also a very efficient choir under the leadership of Bro Long, who during the evening rendered some pieces of music very nicely.: [454, 518, 672, 589]
- article-paragraph: Everybody will be interested if not glad to hear that the sea serpent has not only been seen but actually killed, in the Republican River, near Scandia, in Kansas, United States. Full particulars of the death of this formidable creature are given in a letter from a correspondent of the Atchison Champion, written from Belleville, Kansas. The serpent, it seems, was first seen by the toll-keeper on a bridge floating like "a huge black log" on the water. Its head, when lifted above the surface, disclosed a glittering row of teeth that sent a thrill through the nerves of a large crowd on the bridge, which assembled on hearing of the unusual spectacle. Both banks of the river were speedily thronged by an excited multitude armed with guns, clubs, and stones, bent on the destruction of the monster. Several shots were fired at him, some of which evidently hit him and made him excessively irritable in temper, for he began to lash the water furiously with his enormous tail, and to emit from his throat as he raised his head a prolonged hiss of fury resembling the sound of a steam whistle. The serpent would probably have escaped but for the happy thought of a Mr A. P. Smith, who arrived hastily on the scene with a fire extinguisher primed with sulphuric acid and other chemicals. This machine was aimed at the open jaws of the monster by Mr Burchfield, Mr Smith's assistant, and a tremendous dose of the mixture was discharged "squarely" into his throat. The serpent bounded from the water, and after performing "a double flying trapeze" in the air plunged madly to the bottom of the river. He performed this feat several times, and finally making "a straight shoot up stream," disappeared from the sight of the awe-stricken beholders. It was thought that the creature had taken its departure for ever, but a few days later its carcase came slowly floating down stream, and was dragged out upon the shore, where it became an object of curiosity to thousands. It was perforated by no fewer than nineteen rifle and duck shots, but there is no doubt that the cause of its death was the dose from the fire extinguisher. The serpent measures 20ft 3in from nose to tail. Its greatest circumference is 21in; its head is 3ft long, and its jaws have a double row of fangs—thirty-six in all. Its body, which is of a dirty brown color, is covered with scales, and its tail flattened out like that of a beaver. Such was the sad end of an old and respected friend, who will be much missed when Parliament has been prorogued.: [901, 450, 1107, 886]
- prize-paragraph: Class 4—1st, Harry Woodham; 2nd, Elizabeth Aston.: [462, 302, 641, 312]
- table-row: [228, 463, 445, 472]
